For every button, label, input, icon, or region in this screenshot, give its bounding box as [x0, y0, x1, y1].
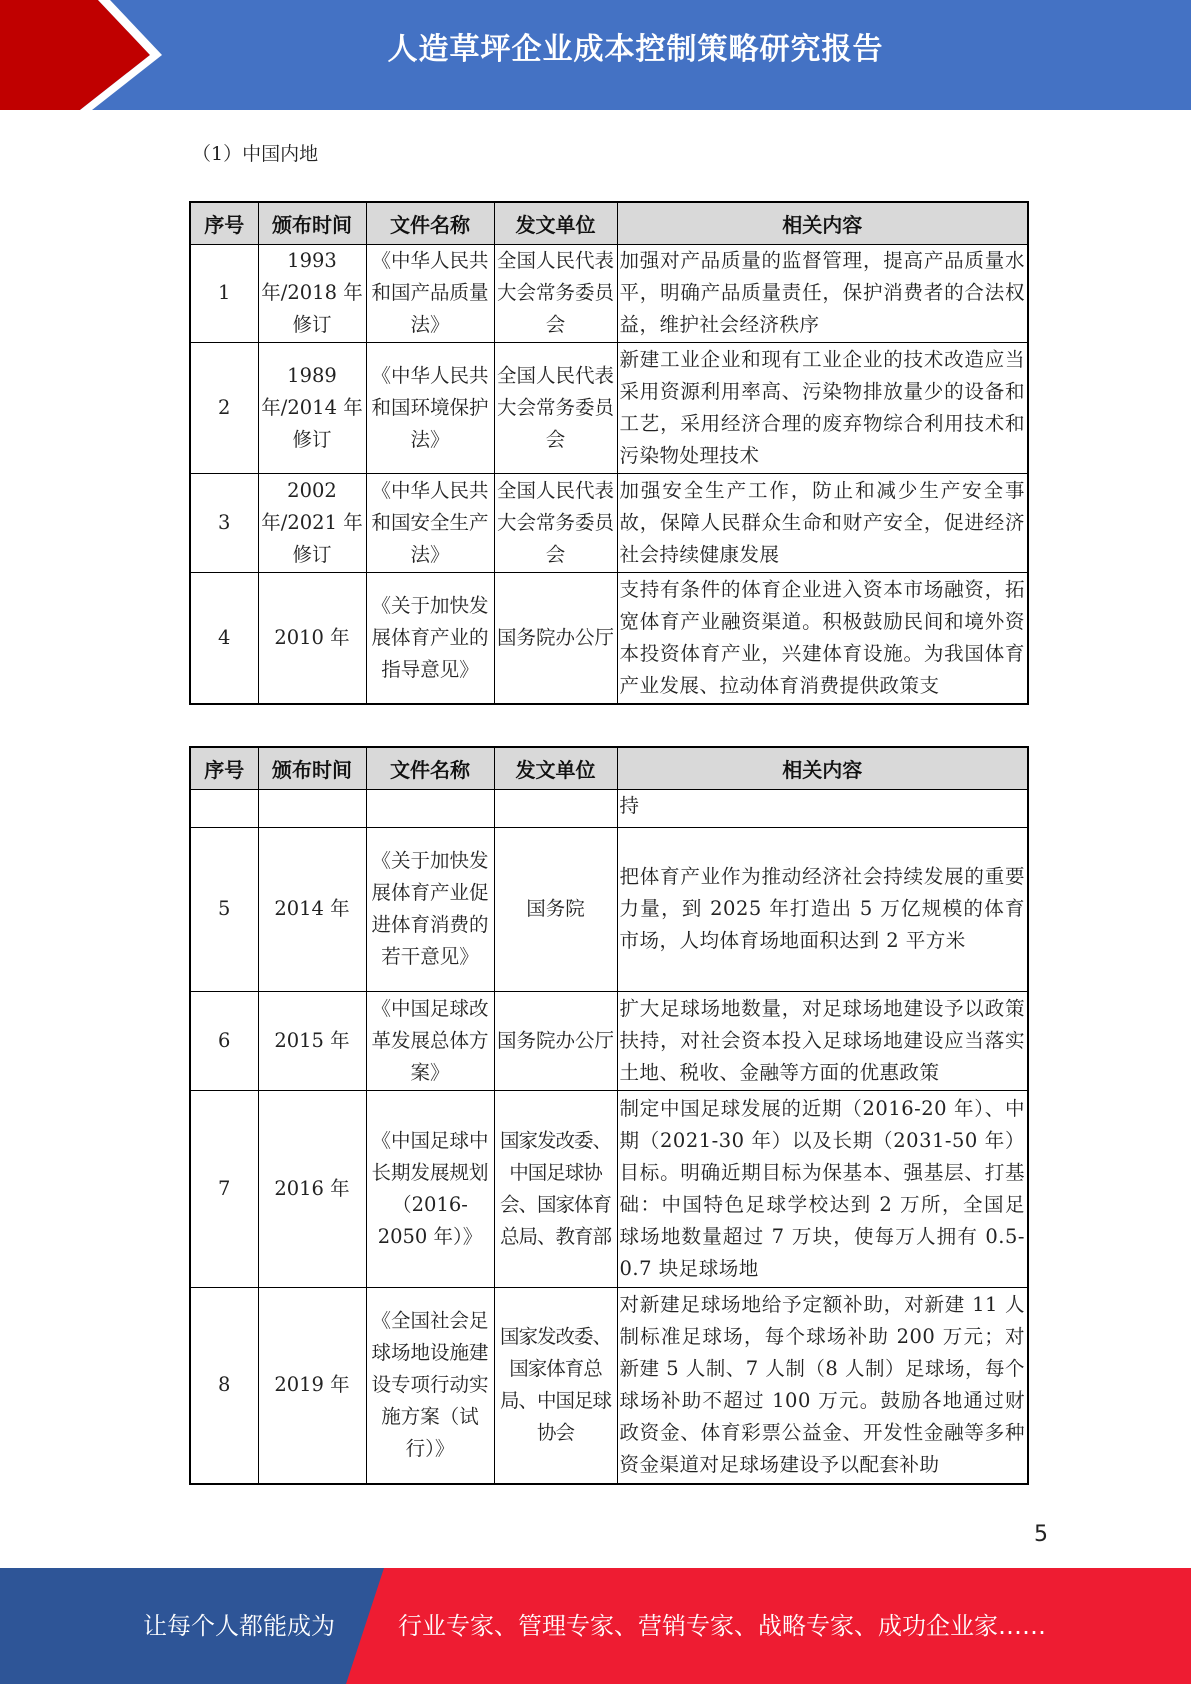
- cell-name: 《关于加快发展体育产业的指导意见》: [366, 572, 494, 704]
- header-no: 序号: [190, 202, 258, 244]
- report-title: 人造草坪企业成本控制策略研究报告: [387, 32, 884, 67]
- table-row: [190, 1090, 1028, 1287]
- cell-date: 2010 年: [258, 572, 366, 704]
- cell-date: 2015 年: [258, 991, 366, 1090]
- cell-name: 《中国足球改革发展总体方案》: [366, 991, 494, 1090]
- cell-no: 2: [190, 342, 258, 473]
- cell-content: 对新建足球场地给予定额补助，对新建 11 人制标准足球场，每个球场补助 200 万元；对新建 5 人制、7 人制（8 人制）足球场，每个球场补助不超过 100 万元。鼓励各地通过财政资金、体育彩票公益金、开发性金融等多种资金渠道对足球场建设予以配套补助: [617, 1287, 1028, 1484]
- cell-no: 3: [190, 473, 258, 572]
- cell-name: 《中国足球中长期发展规划（2016-2050 年）》: [366, 1090, 494, 1287]
- cell-no: [190, 789, 258, 827]
- header-no: 序号: [190, 747, 258, 789]
- cell-name: [366, 789, 494, 827]
- cell-no: 5: [190, 827, 258, 991]
- cell-date: 2016 年: [258, 1090, 366, 1287]
- cell-issuer: 全国人民代表大会常务委员会: [494, 342, 617, 473]
- policy-table-1: [189, 201, 1029, 705]
- cell-no: 6: [190, 991, 258, 1090]
- cell-no: 8: [190, 1287, 258, 1484]
- table-header-row: [190, 202, 1028, 244]
- footer-slogan-right: 行业专家、管理专家、营销专家、战略专家、成功企业家……: [398, 1612, 1046, 1640]
- policy-table-2: [189, 746, 1029, 1485]
- cell-content: 加强对产品质量的监督管理，提高产品质量水平，明确产品质量责任，保护消费者的合法权益，维护社会经济秩序: [617, 244, 1028, 342]
- cell-issuer: 全国人民代表大会常务委员会: [494, 244, 617, 342]
- page-number: 5: [1034, 1522, 1048, 1547]
- cell-no: 1: [190, 244, 258, 342]
- cell-issuer: 国务院办公厅: [494, 991, 617, 1090]
- section-heading: （1）中国内地: [192, 143, 319, 165]
- table-row: [190, 342, 1028, 473]
- cell-issuer: 国家发改委、中国足球协会、国家体育总局、教育部: [494, 1090, 617, 1287]
- header-issuer: 发文单位: [494, 202, 617, 244]
- cell-content: 制定中国足球发展的近期（2016-20 年）、中期（2021-30 年）以及长期（2031-50 年）目标。明确近期目标为保基本、强基层、打基础：中国特色足球学校达到 2 万所，全国足球场地数量超过 7 万块，使每万人拥有 0.5-0.7 块足球场地: [617, 1090, 1028, 1287]
- cell-content: 扩大足球场地数量，对足球场地建设予以政策扶持，对社会资本投入足球场地建设应当落实土地、税收、金融等方面的优惠政策: [617, 991, 1028, 1090]
- cell-date: 1989 年/2014 年修订: [258, 342, 366, 473]
- cell-date: 1993 年/2018 年修订: [258, 244, 366, 342]
- cell-name: 《中华人民共和国产品质量法》: [366, 244, 494, 342]
- cell-issuer: [494, 789, 617, 827]
- cell-issuer: 全国人民代表大会常务委员会: [494, 473, 617, 572]
- footer-slogan-left: 让每个人都能成为: [143, 1612, 335, 1640]
- cell-content: 新建工业企业和现有工业企业的技术改造应当采用资源利用率高、污染物排放量少的设备和工艺，采用经济合理的废弃物综合利用技术和污染物处理技术: [617, 342, 1028, 473]
- cell-content: 把体育产业作为推动经济社会持续发展的重要力量，到 2025 年打造出 5 万亿规模的体育市场，人均体育场地面积达到 2 平方米: [617, 827, 1028, 991]
- table-row: [190, 991, 1028, 1090]
- page-header: [0, 0, 1191, 110]
- table-row: [190, 473, 1028, 572]
- header-content: 相关内容: [617, 202, 1028, 244]
- cell-name: 《中华人民共和国安全生产法》: [366, 473, 494, 572]
- cell-name: 《关于加快发展体育产业促进体育消费的若干意见》: [366, 827, 494, 991]
- table-row: [190, 244, 1028, 342]
- header-content: 相关内容: [617, 747, 1028, 789]
- table-header-row: [190, 747, 1028, 789]
- cell-no: 4: [190, 572, 258, 704]
- header-name: 文件名称: [366, 747, 494, 789]
- header-issuer: 发文单位: [494, 747, 617, 789]
- cell-content: 持: [617, 789, 1028, 827]
- cell-date: 2014 年: [258, 827, 366, 991]
- cell-content: 加强安全生产工作，防止和减少生产安全事故，保障人民群众生命和财产安全，促进经济社会持续健康发展: [617, 473, 1028, 572]
- header-date: 颁布时间: [258, 747, 366, 789]
- cell-issuer: 国家发改委、国家体育总局、中国足球协会: [494, 1287, 617, 1484]
- cell-name: 《中华人民共和国环境保护法》: [366, 342, 494, 473]
- cell-date: 2002 年/2021 年修订: [258, 473, 366, 572]
- table-row: [190, 789, 1028, 827]
- page-footer: [0, 1568, 1191, 1684]
- header-name: 文件名称: [366, 202, 494, 244]
- table-row: [190, 1287, 1028, 1484]
- cell-date: 2019 年: [258, 1287, 366, 1484]
- cell-content: 支持有条件的体育企业进入资本市场融资，拓宽体育产业融资渠道。积极鼓励民间和境外资本投资体育产业，兴建体育设施。为我国体育产业发展、拉动体育消费提供政策支: [617, 572, 1028, 704]
- cell-issuer: 国务院: [494, 827, 617, 991]
- cell-date: [258, 789, 366, 827]
- table-row: [190, 572, 1028, 704]
- header-date: 颁布时间: [258, 202, 366, 244]
- cell-name: 《全国社会足球场地设施建设专项行动实施方案（试行）》: [366, 1287, 494, 1484]
- cell-issuer: 国务院办公厅: [494, 572, 617, 704]
- table-row: [190, 827, 1028, 991]
- cell-no: 7: [190, 1090, 258, 1287]
